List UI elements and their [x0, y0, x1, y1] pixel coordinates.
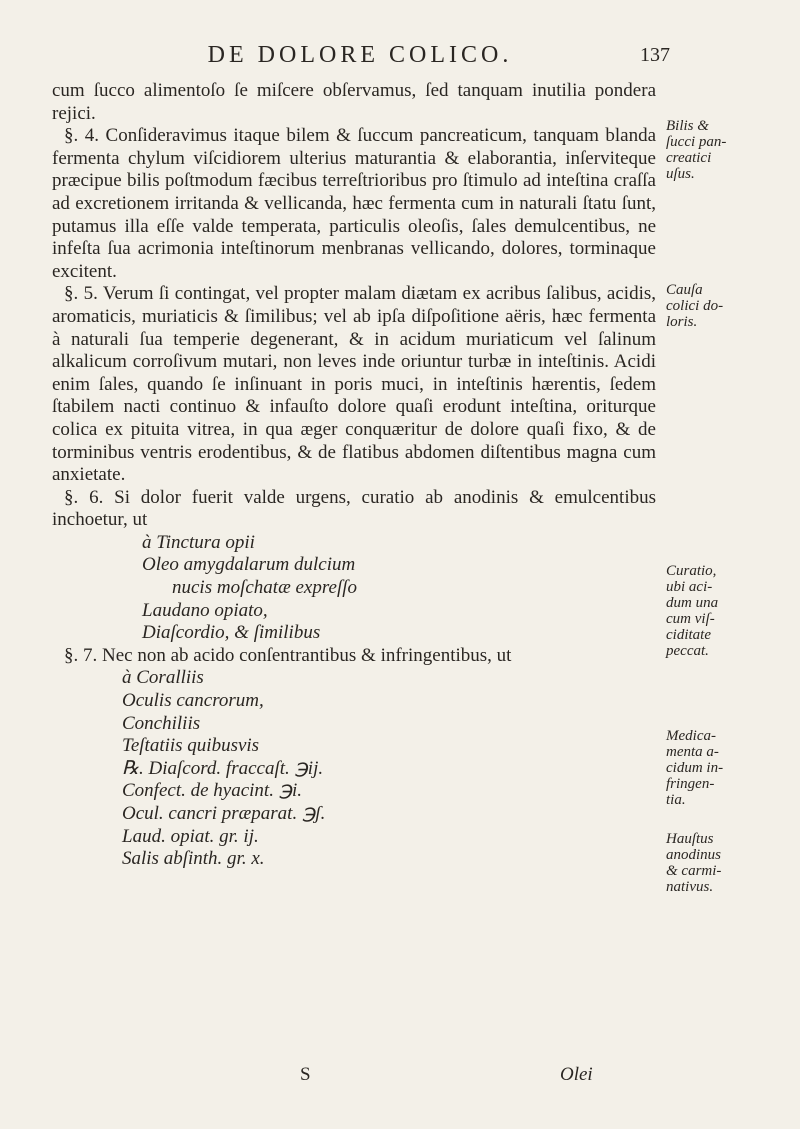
- running-title: DE DOLORE COLICO.: [207, 42, 513, 68]
- catchword: Olei: [560, 1064, 593, 1085]
- margin-line: anodinus: [666, 847, 722, 863]
- margin-line: nativus.: [666, 879, 714, 895]
- paragraph-section-4: §. 4. Conſideravimus itaque bilem & ſuccum pancreaticum, tanquam blanda fermenta chylum viſcidiorem ulterius maturantia & elaborantia, inſerviteque præcipue bilis poſtmodum fæcibus terreſtrioribus pro ſtimulo ad inteſtina craſſa ad excretionem irritanda & vellicanda, hæc fermenta cum in naturali ſtatu ſunt, putamus illa eſſe valde temperata, particulis oleoſis, ſales demulcentibus, ne infeſta ſua acrimonia inteſtinorum menbranas vellicando, dolores, torminaque excitent.: [52, 125, 656, 282]
- margin-line: loris.: [666, 314, 698, 330]
- paragraph-section-7: §. 7. Nec non ab acido conſentrantibus & infringentibus, ut: [64, 644, 512, 666]
- margin-line: colici do-: [666, 298, 724, 314]
- list-item: Oculis cancrorum,: [122, 690, 264, 712]
- list-item: Teſtatiis quibusvis: [122, 735, 260, 757]
- margin-line: cum viſ-: [666, 611, 715, 627]
- margin-line: creatici: [666, 150, 712, 166]
- margin-line: ubi aci-: [666, 579, 713, 595]
- list-item: à Coralliis: [122, 667, 204, 689]
- list-item: nucis moſchatæ expreſſo: [172, 577, 358, 599]
- remedy-list-anodyne: [52, 532, 656, 645]
- prescription-line: Laud. opiat. gr. ij.: [122, 825, 259, 847]
- prescription-line: Salis abſinth. gr. x.: [122, 848, 265, 870]
- prescription-line: Ocul. cancri præparat. ℈ʃ.: [122, 803, 326, 824]
- margin-line: Hauſtus: [666, 831, 714, 847]
- prescription-line: ℞. Diaſcord. fraccaſt. ℈ij.: [122, 757, 324, 779]
- margin-line: fringen-: [666, 776, 715, 792]
- margin-line: Cauſa: [666, 282, 703, 298]
- list-item: Oleo amygdalarum dulcium: [142, 554, 356, 576]
- marginal-note-bile: [666, 118, 776, 182]
- list-item: à Tinctura opii: [142, 531, 255, 553]
- margin-line: menta a-: [666, 744, 719, 760]
- margin-line: peccat.: [666, 643, 709, 659]
- margin-line: Bilis &: [666, 118, 709, 134]
- list-item: Conchiliis: [122, 712, 201, 734]
- margin-line: tia.: [666, 792, 686, 808]
- marginal-note-medicaments: [666, 728, 776, 808]
- main-text: [52, 80, 656, 871]
- margin-line: Curatio,: [666, 563, 717, 579]
- margin-line: cidum in-: [666, 760, 724, 776]
- paragraph-section-5: §. 5. Verum ſi contingat, vel propter malam diætam ex acribus ſalibus, acidis, aromaticis, muriaticis & ſimilibus; vel ab ipſa diſpoſitione aëris, hæc fermenta à naturali ſua temperie degenerant, & in acidum muriaticum vel ſalinum alkalicum corroſivum mutari, non leves inde oriuntur turbæ in inteſtinis. Acidi enim ſales, quando ſe inſinuant in poris muci, in inteſtinis hærentis, ſedem ſtabilem nacti continuo & infauſto dolore quaſi erodunt inteſtina, oriturque colica ex pituita vitrea, in qua æger conquæritur de dolore quaſi fixo, & de torminibus ventris erodentibus, & de flatibus abdomen diſtentibus magna cum anxietate.: [52, 283, 656, 486]
- margin-line: Medica-: [666, 728, 716, 744]
- paragraph-continuation: cum ſucco alimentoſo ſe miſcere obſervamus, ſed tanquam inutilia pondera rejici.: [52, 80, 656, 124]
- margin-line: dum una: [666, 595, 719, 611]
- page-number: 137: [640, 44, 670, 66]
- prescription-line: Confect. de hyacint. ℈i.: [122, 780, 302, 802]
- margin-line: & carmi-: [666, 863, 722, 879]
- running-header: [130, 42, 670, 76]
- list-item: Laudano opiato,: [142, 599, 268, 621]
- margin-line: ciditate: [666, 627, 711, 643]
- signature-mark: S: [300, 1064, 311, 1085]
- paragraph-section-6: §. 6. Si dolor fuerit valde urgens, curatio ab anodinis & emulcentibus inchoetur, ut: [52, 486, 656, 531]
- marginal-note-cure: [666, 563, 776, 659]
- remedy-list-acid: [52, 667, 656, 870]
- margin-line: ſucci pan-: [666, 134, 727, 150]
- list-item: Diaſcordio, & ſimilibus: [142, 622, 321, 644]
- marginal-note-draught: [666, 831, 776, 895]
- margin-line: uſus.: [666, 166, 695, 182]
- marginal-note-cause: [666, 282, 776, 330]
